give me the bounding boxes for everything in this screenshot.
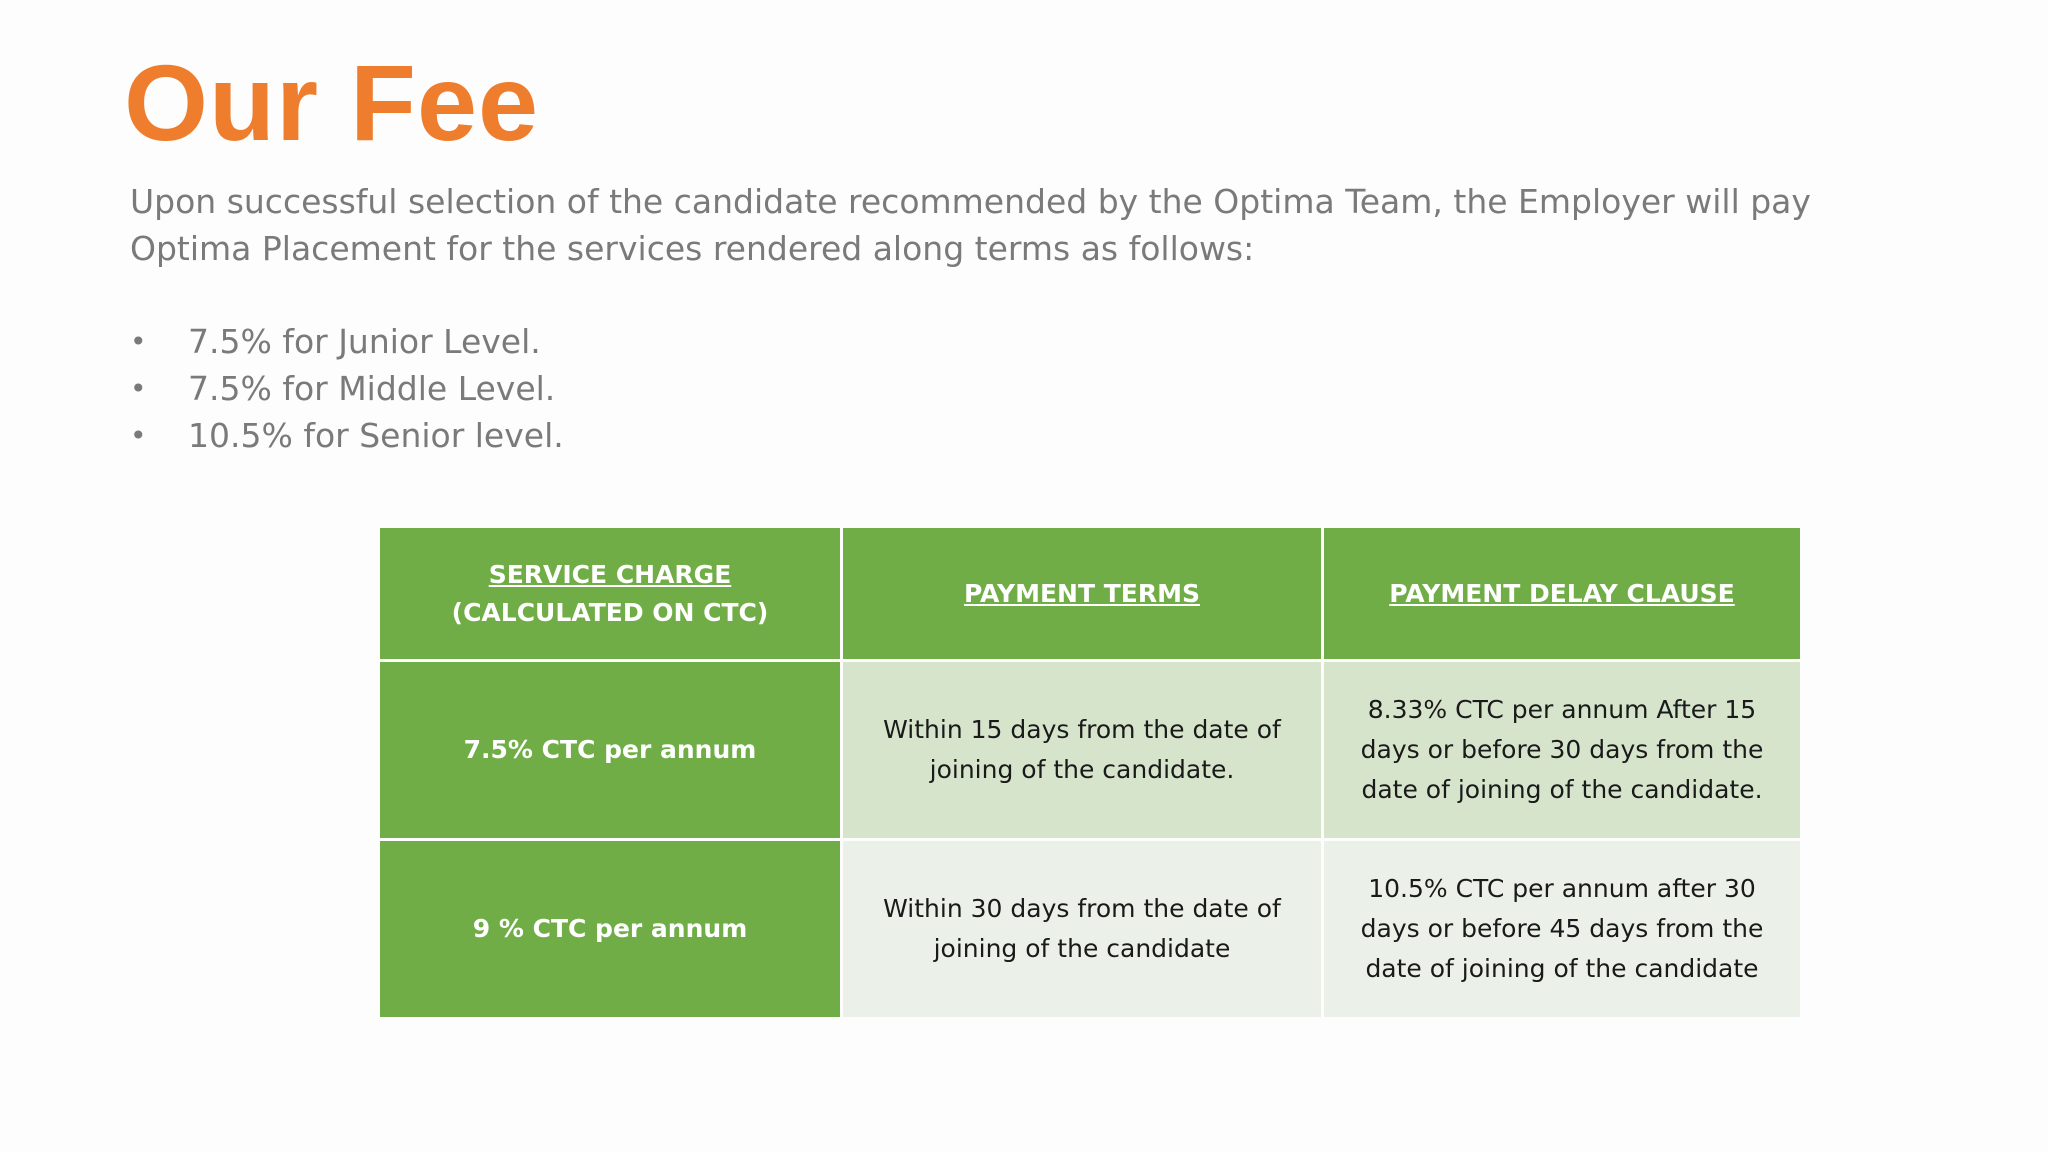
intro-paragraph: Upon successful selection of the candidate recommended by the Optima Team, the Employer will pay Optima Placement for the services rendered along terms as follows: bbox=[130, 182, 1811, 268]
table-row bbox=[380, 662, 1800, 838]
cell-service-charge: 7.5% CTC per annum bbox=[380, 662, 840, 838]
fee-level-list bbox=[130, 318, 564, 459]
header-service-charge-line1: SERVICE CHARGE bbox=[488, 559, 732, 589]
list-item bbox=[130, 365, 564, 412]
header-service-charge-line2: (CALCULATED ON CTC) bbox=[451, 597, 769, 627]
list-item bbox=[130, 318, 564, 365]
cell-payment-terms: Within 15 days from the date of joining of the candidate. bbox=[843, 662, 1321, 838]
list-item bbox=[130, 412, 564, 459]
header-payment-delay-label: PAYMENT DELAY CLAUSE bbox=[1389, 578, 1735, 608]
list-item-text: 10.5% for Senior level. bbox=[188, 416, 564, 455]
table-header-row bbox=[380, 528, 1800, 659]
cell-payment-terms: Within 30 days from the date of joining of the candidate bbox=[843, 841, 1321, 1017]
slide-title: Our Fee bbox=[124, 42, 540, 163]
table-row bbox=[380, 841, 1800, 1017]
bullet-icon: • bbox=[130, 419, 147, 452]
cell-payment-delay-clause: 10.5% CTC per annum after 30 days or before 45 days from the date of joining of the candidate bbox=[1324, 841, 1800, 1017]
cell-payment-delay-clause: 8.33% CTC per annum After 15 days or before 30 days from the date of joining of the candidate. bbox=[1324, 662, 1800, 838]
header-payment-delay-clause bbox=[1324, 528, 1800, 659]
header-service-charge bbox=[380, 528, 840, 659]
cell-service-charge: 9 % CTC per annum bbox=[380, 841, 840, 1017]
bullet-icon: • bbox=[130, 372, 147, 405]
list-item-text: 7.5% for Middle Level. bbox=[188, 369, 556, 408]
bullet-icon: • bbox=[130, 325, 147, 358]
fee-table bbox=[377, 525, 1803, 1020]
header-payment-terms bbox=[843, 528, 1321, 659]
header-payment-terms-label: PAYMENT TERMS bbox=[964, 578, 1200, 608]
list-item-text: 7.5% for Junior Level. bbox=[188, 322, 541, 361]
